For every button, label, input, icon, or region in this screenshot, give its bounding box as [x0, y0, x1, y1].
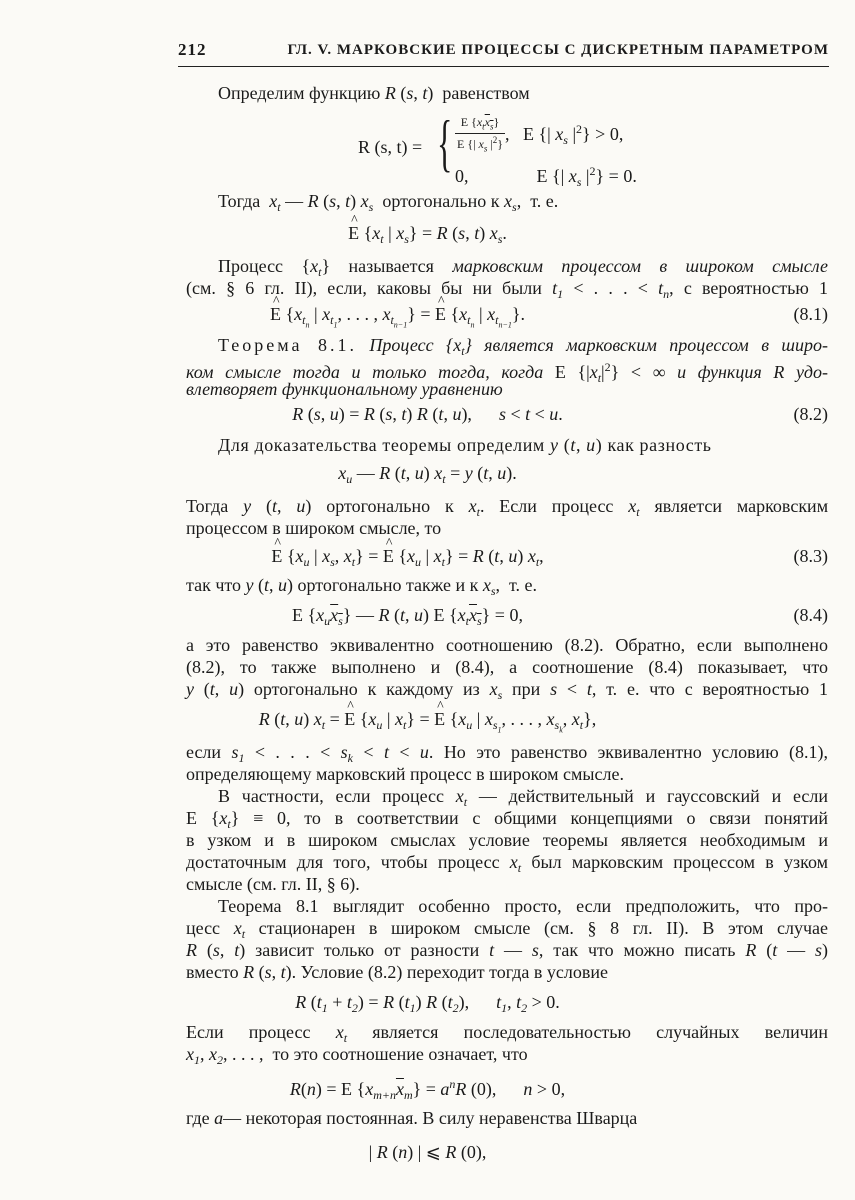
equation-8-1: ^ E {$x_{t_n}$ | $x_{t_1}$, . . . , $x_{t_{n-1}}$} = ^ E {$x_{t_n}$ | $x_{t_{n-1}}$}.: [0, 303, 825, 336]
intro-line: Определим функцию R (s, t) равенством: [218, 83, 530, 103]
if-line-1: если $s_1$ < . . . < $s_k < t < u$. Но это равенство эквивалентно условию (8.1),: [186, 742, 829, 765]
stationary-line-1: Теорема 8.1 выглядит особенно просто, если предположить, что про-: [218, 896, 828, 916]
equation-number-8-1: (8.1): [793, 304, 828, 324]
equation-number-8-4: (8.4): [793, 605, 828, 625]
theorem-line-1: Теорема 8.1. Процесс $\{x_t\}$ является марковским процессом в широ-: [218, 335, 829, 358]
sequence-equation: R(n) = E $\{x_{m+n}\overline{x}_m\} = a^nR$ (0), n > 0,: [289, 1077, 566, 1102]
theorem-line-2: ком смысле тогда и только тогда, когда E $\{|x_t|^2\}$ < ∞ и функция R удо-: [186, 360, 829, 385]
particular-line-3: в узком и в широком смыслах условие теоремы является необходимым и: [186, 830, 828, 850]
stationary-equation: R $(t_1 + t_2) = R$ $(t_1)$ R $(t_2)$, $t_1$, $t_2 > 0$.: [295, 992, 560, 1015]
particular-line-5: смысле (см. гл. II, § 6).: [186, 874, 360, 894]
then-line: Тогда $x_t$ — R (s, t) $x_s$ ортогонально к $x_s$, т. е.: [218, 191, 559, 214]
case-two: 0, E {| $x_s$ $|^2\} = 0$.: [455, 164, 637, 189]
sequence-line-1: Если процесс $x_t$ является последовательностью случайных величин: [186, 1022, 829, 1045]
then-two-line-1: Тогда y (t, u) ортогонально к $x_t$. Если процесс $x_t$ являетси марковским: [186, 496, 829, 519]
particular-line-1: В частности, если процесс $x_t$ — действительный и гауссовский и если: [218, 786, 829, 809]
stationary-line-4: вместо R (s, t). Условие (8.2) переходит тогда в условие: [186, 962, 609, 982]
process-definition-line-2: (см. § 6 гл. II), если, каковы бы ни были $t_1$ < . . . < $t_n$, с вероятностью 1: [186, 278, 829, 301]
equation-8-3: ^ E {$x_u$ | $x_s$, $x_t$} = ^ E {$x_u$ | $x_t\} = R$ (t, u) $x_t$,: [0, 545, 835, 573]
difference-equation: $x_u$ — R (t, u) $x_t = y$ (t, u).: [338, 463, 517, 486]
stationary-line-2: цесс $x_t$ стационарен в широком смысле (см. § 8 гл. II). В этом случае: [186, 918, 829, 941]
case-one: $\frac{E \{x_tx_s\}}{E \{| x_s |^2\}}$ , E {| $x_s$ $|^2\} > 0$,: [457, 115, 624, 154]
particular-line-4: достаточным для того, чтобы процесс $x_t$ был марковским процессом в узком: [186, 852, 828, 875]
cases-brace: {: [437, 107, 453, 178]
equation-number-8-3: (8.3): [793, 546, 828, 566]
then-two-line-2: процессом в широком смысле, то: [186, 518, 442, 538]
equivalence-line-1: а это равенство эквивалентно соотношению (8.2). Обратно, если выполнено: [186, 635, 828, 655]
process-definition-line-1: Процесс $\{x_t\}$ называется марковским процессом в широком смысле: [218, 256, 829, 279]
page-number: 212: [178, 40, 207, 59]
theorem-line-3: влетворяет функциональному уравнению: [186, 379, 503, 399]
def-lhs: R (s, t) =: [358, 137, 423, 157]
equivalence-line-3: y (t, u) ортогонально к каждому из $x_s$ при s < t, т. е. что с вероятностью 1: [186, 679, 829, 702]
particular-line-2: E $\{x_t\} \equiv 0$, то в соответствии с общими концепциями о связи понятий: [186, 808, 828, 831]
stationary-line-3: R (s, t) зависит только от разности t — s, так что можно писать R (t — s): [186, 940, 828, 960]
proof-intro: Для доказательства теоремы определим y (t, u) как разность: [218, 435, 712, 455]
equivalence-line-2: (8.2), то также выполнено и (8.4), а соотношение (8.4) показывает, что: [186, 657, 828, 677]
equation-8-4: E $\{x_ux_s\}$ — R (t, u) E $\{x_tx_s\} = 0$,: [292, 605, 523, 628]
schwarz-inequality: | R (n) | ⩽ R (0),: [368, 1142, 487, 1162]
running-header: [178, 40, 829, 67]
so-that-line: так что y (t, u) ортогонально также и к $x_s$, т. е.: [186, 575, 538, 598]
sequence-line-2: $x_1$, $x_2$, . . . , то это соотношение означает, что: [186, 1044, 528, 1067]
if-line-2: определяющему марковский процесс в широком смысле.: [186, 764, 624, 784]
equation-8-2: R (s, u) = R (s, t) R (t, u), s < t < u.: [292, 404, 563, 424]
where-line: где a— некоторая постоянная. В силу неравенства Шварца: [186, 1108, 638, 1128]
equation-number-8-2: (8.2): [793, 404, 828, 424]
conditional-expectation-equation: R (t, u) $x_t$ = ^ E {$x_u$ | $x_t$} = ^ E {$x_u$ | $x_{s_1}$, . . . , $x_{s_k}$, $x_t$},: [0, 708, 855, 741]
projection-equation: ^ E {$x_t$ | $x_s\} = R$ (s, t) $x_s$.: [0, 222, 855, 250]
running-title: ГЛ. V. МАРКОВСКИЕ ПРОЦЕССЫ С ДИСКРЕТНЫМ ПАРАМЕТРОМ: [287, 42, 829, 58]
